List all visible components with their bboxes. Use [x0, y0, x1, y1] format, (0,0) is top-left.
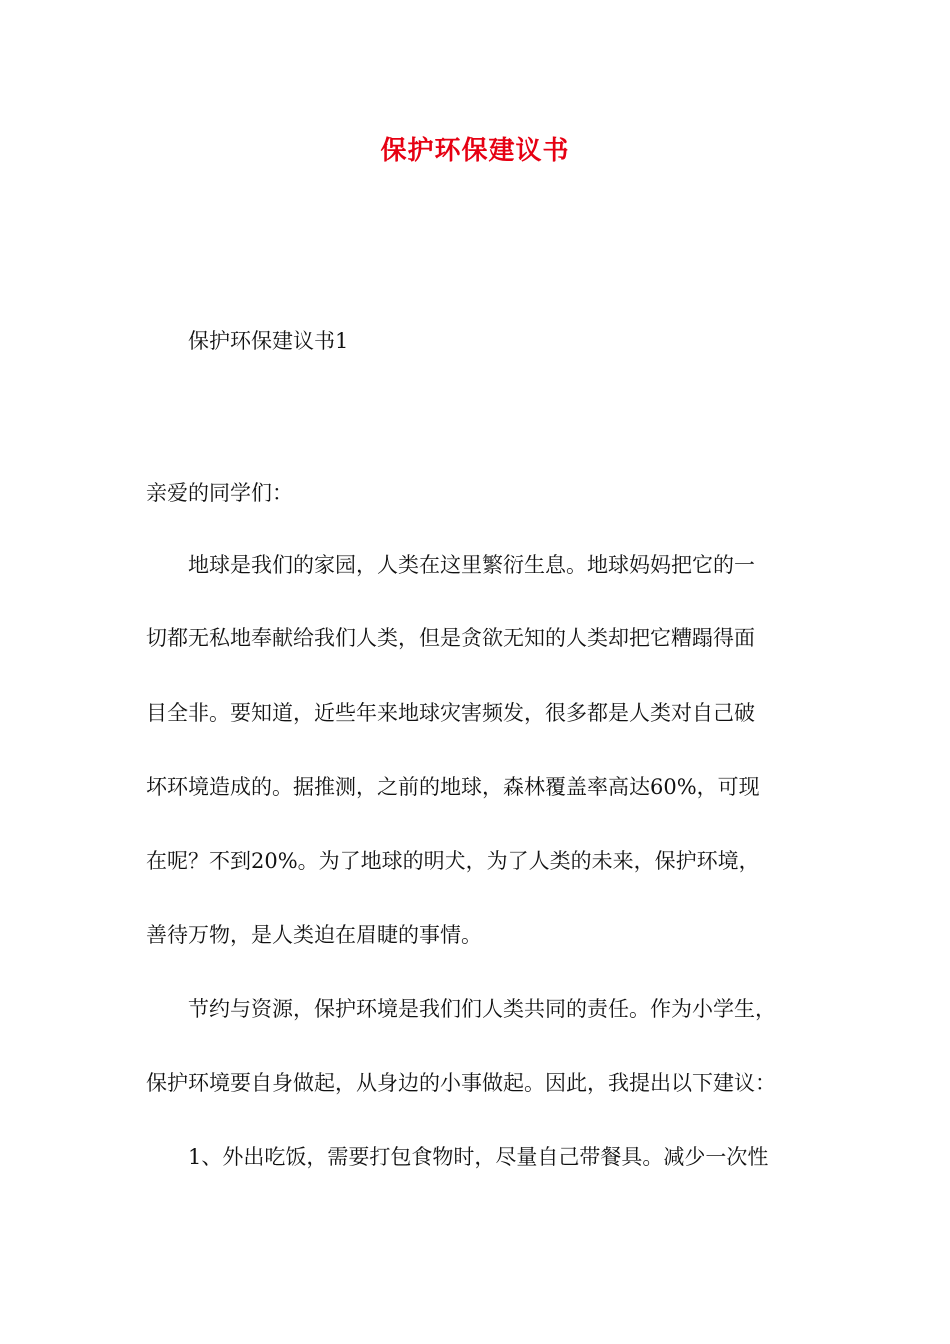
list-item: 1、外出吃饭，需要打包食物时，尽量自己带餐具。减少一次性 [188, 1145, 769, 1169]
paragraph-line: 节约与资源，保护环境是我们们人类共同的责任。作为小学生， [188, 997, 776, 1021]
paragraph-line: 在呢？不到20%。为了地球的明犬，为了人类的未来，保护环境， [146, 849, 760, 873]
paragraph-line: 保护环境要自身做起，从身边的小事做起。因此，我提出以下建议： [146, 1071, 776, 1095]
section-heading: 保护环保建议书1 [188, 329, 349, 353]
paragraph-line: 坏环境造成的。据推测，之前的地球，森林覆盖率高达60%，可现 [146, 775, 760, 799]
greeting: 亲爱的同学们： [146, 481, 293, 505]
document-title: 保护环保建议书 [380, 136, 570, 166]
paragraph-line: 切都无私地奉献给我们人类，但是贪欲无知的人类却把它糟蹋得面 [146, 626, 755, 650]
paragraph-line: 目全非。要知道，近些年来地球灾害频发，很多都是人类对自己破 [146, 701, 755, 725]
paragraph-line: 地球是我们的家园，人类在这里繁衍生息。地球妈妈把它的一 [188, 553, 755, 577]
paragraph-line: 善待万物，是人类迫在眉睫的事情。 [146, 923, 482, 947]
